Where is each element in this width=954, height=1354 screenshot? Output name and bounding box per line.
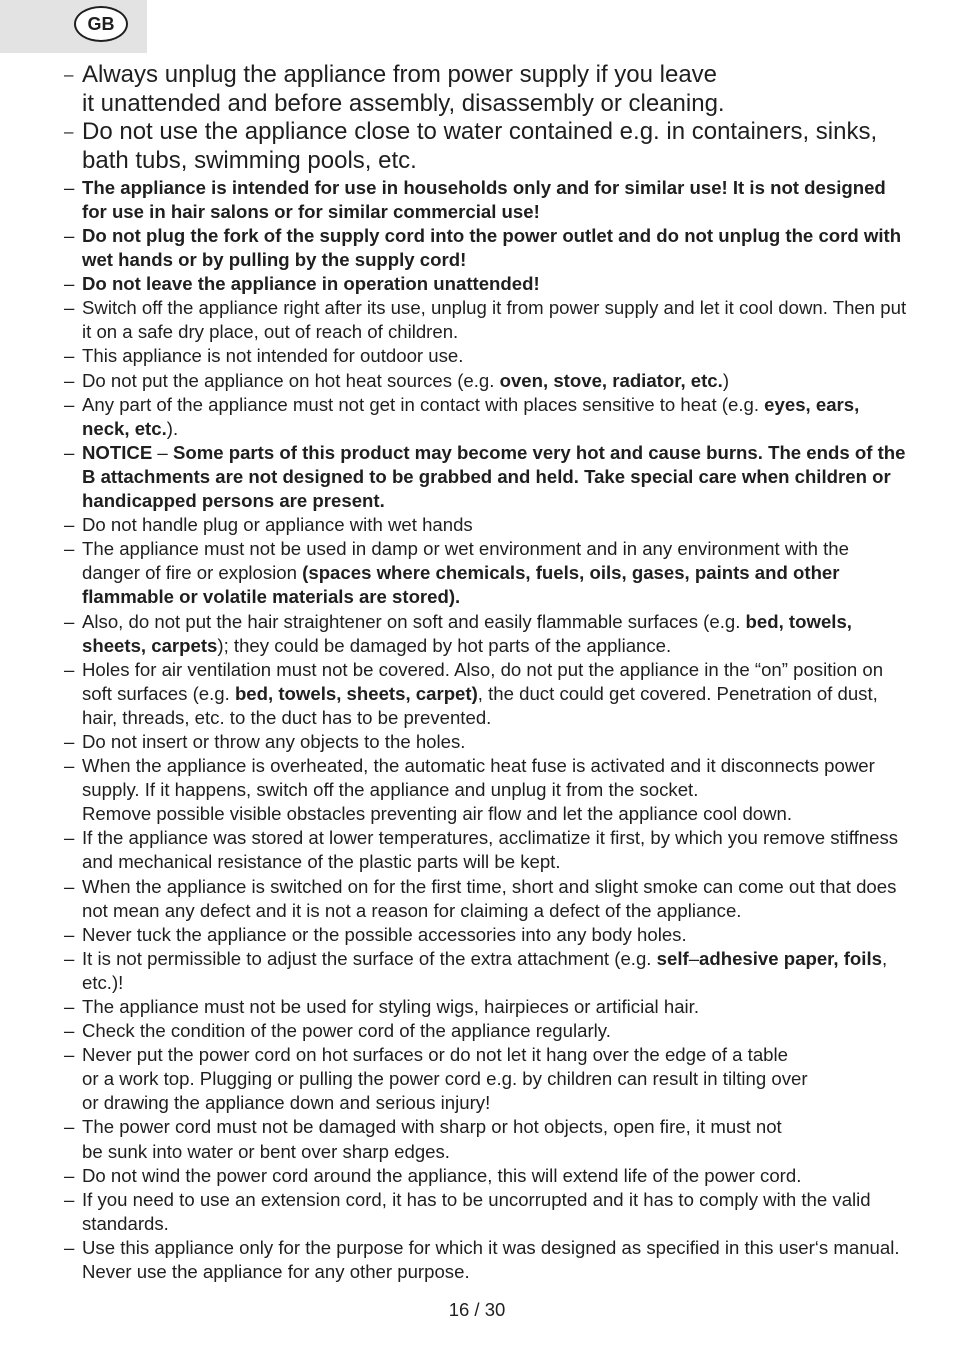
instruction-item: [64, 610, 910, 658]
bold-text: NOTICE: [82, 441, 153, 463]
instruction-item: [64, 393, 910, 441]
language-tab: [0, 0, 147, 53]
instruction-item: [64, 1236, 910, 1284]
text: Remove possible visible obstacles preventing air flow and let the appliance cool down.: [82, 803, 793, 825]
text: The appliance must not be used in damp or wet environment and in any environment with the danger of fire or explosion: [82, 538, 849, 584]
instruction-item: [64, 658, 910, 730]
instruction-item: [64, 118, 910, 175]
language-badge: GB: [74, 6, 128, 42]
instruction-item: [64, 947, 910, 995]
instruction-item: [64, 176, 910, 224]
instruction-item: [64, 296, 910, 344]
bold-text: self: [656, 947, 689, 969]
text: ).: [166, 417, 179, 439]
instruction-item: [64, 224, 910, 272]
instruction-item: [64, 272, 910, 296]
text: it unattended and before assembly, disassembly or cleaning.: [82, 89, 725, 117]
instruction-item: [64, 369, 910, 393]
instruction-item: [64, 1188, 910, 1236]
bold-text: Do not plug the fork of the supply cord into the power outlet and do not unplug the cord with wet hands or by pulling by the supply cord!: [82, 225, 902, 271]
bold-text: (spaces where chemicals, fuels, oils, gases, paints and other flammable or volatile materials are stored).: [82, 562, 840, 608]
instruction-item: [64, 995, 910, 1019]
text: The appliance must not be used for styling wigs, hairpieces or artificial hair.: [82, 996, 699, 1017]
text: Do not insert or throw any objects to the holes.: [82, 730, 466, 752]
text: or a work top. Plugging or pulling the power cord e.g. by children can result in tilting over: [82, 1068, 808, 1090]
instruction-item: [64, 441, 910, 513]
bold-text: Some parts of this product may become very hot and cause burns. The ends of the B attachments are not designed to be grabbed and held. Take special care when children or handicapped persons are present.: [82, 441, 906, 512]
instruction-item: [64, 1019, 910, 1043]
text: ); they could be damaged by hot parts of the appliance.: [217, 634, 672, 656]
instruction-item: [64, 730, 910, 754]
text: Use this appliance only for the purpose for which it was designed as specified in this user‘s manual. Never use the appliance for any other purpose.: [82, 1236, 900, 1283]
text: Always unplug the appliance from power supply if you leave: [82, 61, 718, 88]
instruction-item: [64, 537, 910, 609]
bold-text: eyes, ears, neck, etc.: [82, 393, 860, 439]
text: Do not use the appliance close to water contained e.g. in containers, sinks, bath tubs, swimming pools, etc.: [82, 118, 878, 175]
bold-text: The appliance is intended for use in households only and for similar use! It is not designed for use in hair salons or for similar commercial use!: [82, 176, 886, 222]
instruction-item: [64, 754, 910, 826]
text: Check the condition of the power cord of the appliance regularly.: [82, 1020, 611, 1042]
instruction-item: [64, 1115, 910, 1163]
text: , etc.)!: [82, 947, 888, 993]
text: or drawing the appliance down and serious injury!: [82, 1092, 491, 1114]
text: Never put the power cord on hot surfaces or do not let it hang over the edge of a table: [82, 1044, 788, 1066]
text: be sunk into water or bent over sharp edges.: [82, 1140, 450, 1162]
text: When the appliance is overheated, the automatic heat fuse is activated and it disconnects power supply. If it happens, switch off the appliance and unplug it from the socket.: [82, 755, 875, 801]
text: When the appliance is switched on for the first time, short and slight smoke can come out that does not mean any defect and it is not a reason for claiming a defect of the appliance.: [82, 875, 897, 921]
instruction-item: [64, 923, 910, 947]
instruction-item: [64, 1043, 910, 1115]
instruction-item: [64, 1164, 910, 1188]
text: If you need to use an extension cord, it has to be uncorrupted and it has to comply with the valid standards.: [82, 1188, 871, 1234]
text: Also, do not put the hair straightener on soft and easily flammable surfaces (e.g.: [82, 610, 746, 632]
text: Never tuck the appliance or the possible accessories into any body holes.: [82, 923, 687, 945]
text: This appliance is not intended for outdoor use.: [82, 345, 464, 367]
bold-text: oven, stove, radiator, etc.: [499, 369, 723, 391]
page-number: 16 / 30: [448, 1299, 506, 1320]
instruction-item: [64, 875, 910, 923]
text: , the duct could get covered. Penetration of dust, hair, threads, etc. to the duct has to be prevented.: [82, 682, 878, 728]
safety-instructions-list: [64, 61, 910, 1284]
bold-text: Do not leave the appliance in operation unattended!: [82, 273, 540, 295]
instruction-item: [64, 344, 910, 368]
text: It is not permissible to adjust the surface of the extra attachment (e.g.: [82, 947, 657, 969]
text: The power cord must not be damaged with sharp or hot objects, open fire, it must not: [82, 1116, 782, 1138]
bold-text: bed, towels, sheets, carpets: [82, 610, 852, 656]
text: Holes for air ventilation must not be covered. Also, do not put the appliance in the “on” position on soft surfaces (e.g.: [82, 658, 884, 704]
text: Do not put the appliance on hot heat sources (e.g.: [82, 369, 500, 391]
text: Do not wind the power cord around the appliance, this will extend life of the power cord.: [82, 1164, 802, 1186]
instruction-item: [64, 826, 910, 874]
text: ): [722, 369, 730, 391]
text: Any part of the appliance must not get in contact with places sensitive to heat (e.g.: [82, 393, 765, 415]
bold-text: adhesive paper, foils: [699, 947, 882, 969]
text: –: [152, 441, 173, 463]
instruction-item: [64, 61, 910, 118]
instruction-item: [64, 513, 910, 537]
text: Switch off the appliance right after its use, unplug it from power supply and let it cool down. Then put it on a safe dry place, out of reach of children.: [82, 297, 907, 343]
bold-text: bed, towels, sheets, carpet): [234, 682, 478, 704]
text: –: [688, 947, 700, 969]
text: If the appliance was stored at lower temperatures, acclimatize it first, by which you remove stiffness and mechanical resistance of the plastic parts will be kept.: [82, 827, 899, 873]
text: Do not handle plug or appliance with wet hands: [82, 514, 473, 536]
